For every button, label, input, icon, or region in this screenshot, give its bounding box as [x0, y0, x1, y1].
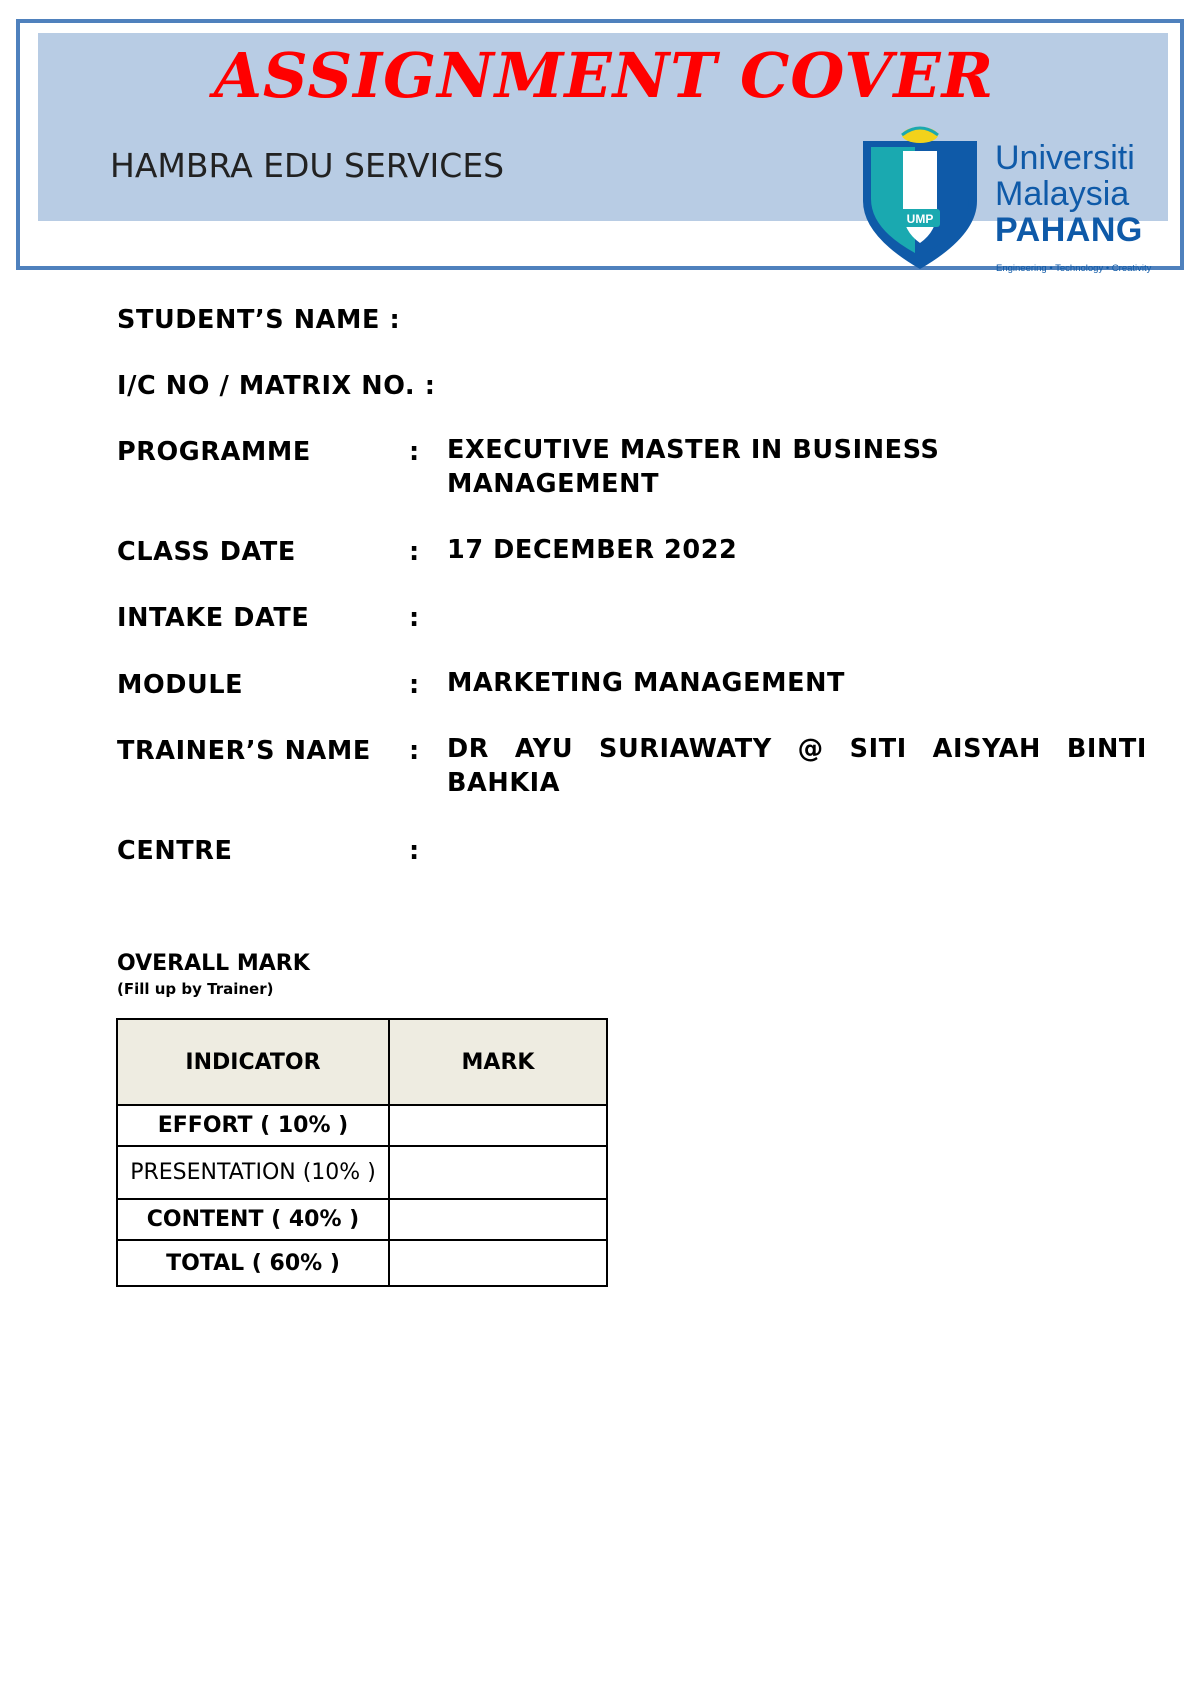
field-colon: : [409, 670, 420, 700]
indicator-cell: PRESENTATION (10% ) [117, 1146, 389, 1199]
table-row [117, 1199, 607, 1240]
field-label: STUDENT’S NAME : [117, 305, 401, 335]
indicator-cell: TOTAL ( 60% ) [117, 1240, 389, 1286]
organization-name: HAMBRA EDU SERVICES [110, 146, 505, 185]
logo-tagline: Engineering • Technology • Creativity [996, 263, 1152, 274]
document-title: ASSIGNMENT COVER [213, 39, 995, 112]
field-label: MODULE [117, 670, 244, 700]
field-label: PROGRAMME [117, 437, 311, 467]
field-label: I/C NO / MATRIX NO. : [117, 371, 436, 401]
logo-line-2: Malaysia [995, 175, 1130, 213]
ump-shield-icon [855, 121, 985, 271]
overall-mark-subtitle: (Fill up by Trainer) [117, 980, 274, 998]
field-label: TRAINER’S NAME [117, 736, 371, 766]
mark-cell[interactable] [389, 1146, 607, 1199]
header-indicator: INDICATOR [117, 1019, 389, 1105]
field-value: MARKETING MANAGEMENT [447, 668, 846, 698]
field-label: CLASS DATE [117, 537, 296, 567]
mark-cell[interactable] [389, 1240, 607, 1286]
field-colon: : [409, 836, 420, 866]
indicator-cell: CONTENT ( 40% ) [117, 1199, 389, 1240]
table-row [117, 1146, 607, 1199]
mark-cell[interactable] [389, 1105, 607, 1146]
table-row [117, 1240, 607, 1286]
header-frame [16, 19, 1184, 274]
field-colon: : [409, 736, 420, 766]
table-header-row [117, 1019, 607, 1105]
mark-cell[interactable] [389, 1199, 607, 1240]
field-value: EXECUTIVE MASTER IN BUSINESS MANAGEMENT [447, 435, 940, 499]
field-colon: : [409, 537, 420, 567]
university-logo [855, 121, 1185, 274]
field-label: CENTRE [117, 836, 233, 866]
field-value: 17 DECEMBER 2022 [447, 535, 738, 565]
logo-line-1: Universiti [995, 139, 1135, 177]
mark-table [116, 1018, 608, 1287]
logo-wordmark [995, 141, 1143, 247]
field-colon: : [409, 603, 420, 633]
table-row [117, 1105, 607, 1146]
header-mark: MARK [389, 1019, 607, 1105]
field-label: INTAKE DATE [117, 603, 310, 633]
logo-badge-text: UMP [906, 212, 934, 226]
logo-line-3: PAHANG [995, 211, 1143, 249]
field-value: DR AYU SURIAWATY @ SITI AISYAH BINTI BAHKIA [447, 734, 1147, 798]
field-colon: : [409, 437, 420, 467]
indicator-cell: EFFORT ( 10% ) [117, 1105, 389, 1146]
overall-mark-title: OVERALL MARK [117, 951, 310, 976]
